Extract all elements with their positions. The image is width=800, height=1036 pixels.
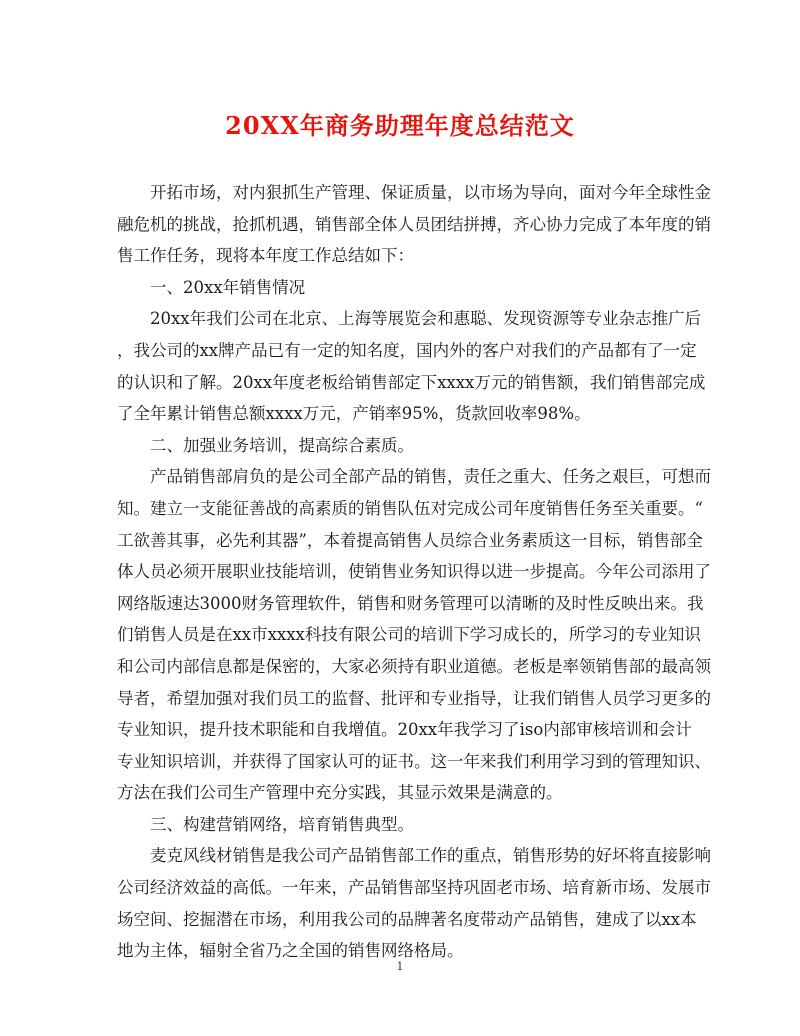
text-line: 一、20xx年销售情况 xyxy=(150,277,306,297)
text-line: 专业知识，提升技术职能和自我增值。20xx年我学习了iso内部审核培训和会计 xyxy=(117,720,692,740)
text-line: 导者，希望加强对我们员工的监督、批评和专业指导，让我们销售人员学习更多的 xyxy=(117,688,711,708)
text-line: 和公司内部信息都是保密的，大家必须持有职业道德。老板是率领销售部的最高领 xyxy=(117,656,711,676)
text-line: 麦克风线材销售是我公司产品销售部工作的重点，销售形势的好坏将直接影响 xyxy=(150,846,711,866)
text-line: 方法在我们公司生产管理中充分实践，其显示效果是满意的。 xyxy=(117,783,563,803)
text-line: 网络版速达3000财务管理软件，销售和财务管理可以清晰的及时性反映出来。我 xyxy=(117,593,704,613)
text-line: 融危机的挑战，抢抓机遇，销售部全体人员团结拼搏，齐心协力完成了本年度的销 xyxy=(117,214,711,234)
text-line: ，我公司的xx牌产品已有一定的知名度，国内外的客户对我们的产品都有了一定 xyxy=(117,340,697,360)
page-number: 1 xyxy=(396,960,404,973)
text-line: 二、加强业务培训，提高综合素质。 xyxy=(150,435,414,455)
text-line: 场空间、挖掘潜在市场，利用我公司的品牌著名度带动产品销售，建成了以xx本 xyxy=(117,909,697,929)
document-title: 20XX年商务助理年度总结范文 xyxy=(225,111,575,140)
text-line: 体人员必须开展职业技能培训，使销售业务知识得以进一步提高。今年公司添用了 xyxy=(117,562,711,582)
text-line: 三、构建营销网络，培育销售典型。 xyxy=(150,814,414,834)
text-line: 地为主体，辐射全省乃之全国的销售网络格局。 xyxy=(117,941,464,961)
text-line: 知。建立一支能征善战的高素质的销售队伍对完成公司年度销售任务至关重要。“ xyxy=(117,498,703,518)
text-line: 们销售人员是在xx市xxxx科技有限公司的培训下学习成长的，所学习的专业知识 xyxy=(117,625,701,645)
text-line: 工欲善其事，必先利其器”，本着提高销售人员综合业务素质这一目标，销售部全 xyxy=(117,530,703,550)
text-line: 产品销售部肩负的是公司全部产品的销售，责任之重大、任务之艰巨，可想而 xyxy=(150,467,711,487)
text-line: 了全年累计销售总额xxxx万元，产销率95%，货款回收率98%。 xyxy=(117,404,591,424)
text-line: 专业知识培训，并获得了国家认可的证书。这一年来我们利用学习到的管理知识、 xyxy=(117,751,711,771)
text-line: 售工作任务，现将本年度工作总结如下： xyxy=(117,246,414,266)
text-line: 开拓市场，对内狠抓生产管理、保证质量，以市场为导向，面对今年全球性金 xyxy=(150,183,711,202)
text-line: 20xx年我们公司在北京、上海等展览会和惠聪、发现资源等专业杂志推广后 xyxy=(150,309,702,329)
document-body xyxy=(117,177,711,967)
text-line: 公司经济效益的高低。一年来，产品销售部坚持巩固老市场、培育新市场、发展市 xyxy=(117,878,711,898)
text-line: 的认识和了解。20xx年度老板给销售部定下xxxx万元的销售额，我们销售部完成 xyxy=(117,372,706,392)
